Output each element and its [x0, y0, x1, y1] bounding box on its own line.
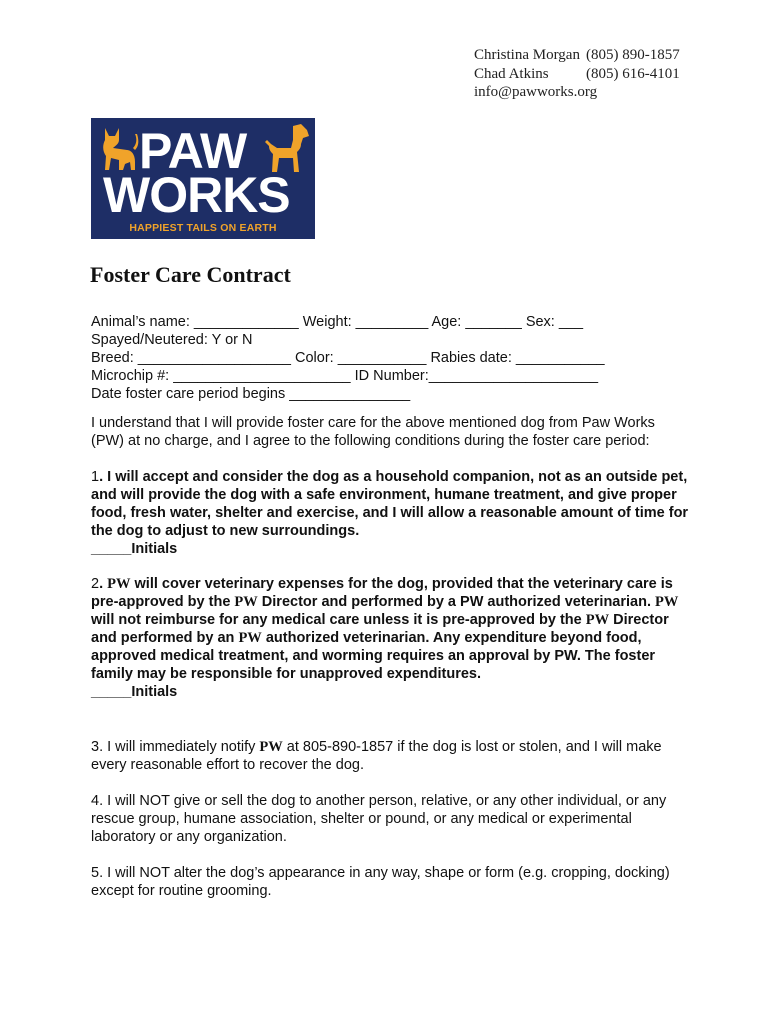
- logo-word-paw: PAW: [139, 123, 247, 179]
- condition-2-initials[interactable]: _____Initials: [91, 684, 178, 700]
- contact-name-1: Christina Morgan: [474, 47, 580, 63]
- condition-1-initials[interactable]: _____Initials: [91, 541, 178, 557]
- contact-phone-1: (805) 890-1857: [586, 47, 680, 63]
- form-line-breed[interactable]: Breed: ___________________ Color: ___________ Rabies date: ___________: [91, 350, 605, 366]
- animal-info-form: [91, 313, 605, 403]
- condition-2-pw-b: PW: [234, 594, 258, 610]
- form-line-date[interactable]: Date foster care period begins _______________: [91, 386, 411, 402]
- condition-2-text-d: will not reimburse for any medical care unless it is pre-approved by the: [91, 612, 586, 628]
- condition-1-number: 1: [91, 469, 100, 485]
- condition-2: [91, 575, 691, 701]
- condition-3-text-b: at 805-890-1857 if the dog is lost or stolen, and I will make every reasonable effort to recover the dog.: [91, 739, 662, 773]
- condition-2-text-e: Director and performed by an: [91, 612, 669, 646]
- condition-3-pw: PW: [259, 739, 283, 755]
- logo-word-works: WORKS: [103, 167, 290, 223]
- condition-1: [91, 468, 691, 558]
- condition-3-text-a: 3. I will immediately notify: [91, 739, 260, 755]
- form-line-microchip[interactable]: Microchip #: ______________________ ID Number:_____________________: [91, 368, 599, 384]
- condition-1-text: . I will accept and consider the dog as a household companion, not as an outside pet, and will provide the dog with a safe environment, humane treatment, and give proper food, fresh water, shelter and exercise, and I will allow a reasonable amount of time for the dog to adjust to new surroundings.: [91, 469, 689, 539]
- condition-2-text-f: authorized veterinarian. Any expenditure beyond food, approved medical treatment, and worming requires an approval by PW. The foster family may be responsible for unapproved expenditures.: [91, 630, 656, 682]
- form-line-animal-name[interactable]: Animal’s name: _____________ Weight: _________ Age: _______ Sex: ___: [91, 314, 584, 330]
- condition-2-number: 2: [91, 576, 100, 592]
- condition-4: 4. I will NOT give or sell the dog to another person, relative, or any other individual, or any rescue group, humane association, shelter or pound, or any medical or experimental laboratory or any organization.: [91, 793, 667, 845]
- condition-2-pw-a: PW: [107, 576, 131, 592]
- condition-2-pw-d: PW: [585, 612, 610, 628]
- contact-block: [474, 46, 734, 102]
- contact-email: info@pawworks.org: [474, 84, 598, 100]
- condition-2-pw-e: PW: [238, 630, 262, 646]
- condition-2-pw-c: PW: [655, 594, 679, 610]
- condition-3: [91, 738, 691, 774]
- logo-tagline: HAPPIEST TAILS ON EARTH: [129, 222, 277, 234]
- cat-silhouette-icon: [97, 122, 139, 172]
- condition-2-text-a: .: [99, 576, 108, 592]
- form-line-spayed[interactable]: Spayed/Neutered: Y or N: [91, 332, 253, 348]
- contact-phone-2: (805) 616-4101: [586, 65, 680, 82]
- document-title: Foster Care Contract: [90, 262, 291, 287]
- intro-paragraph: I understand that I will provide foster care for the above mentioned dog from Paw Works (PW) at no charge, and I agree to the following conditions during the foster care period:: [91, 415, 655, 449]
- condition-2-text-c: Director and performed by a PW authorized veterinarian.: [257, 594, 656, 610]
- condition-5: 5. I will NOT alter the dog’s appearance in any way, shape or form (e.g. cropping, docking) except for routine grooming.: [91, 865, 670, 899]
- condition-2-text-b: will cover veterinary expenses for the dog, provided that the veterinary care is pre-approved by the: [91, 576, 673, 610]
- paw-works-logo: [91, 118, 315, 239]
- contact-name-2: Chad Atkins: [474, 65, 549, 82]
